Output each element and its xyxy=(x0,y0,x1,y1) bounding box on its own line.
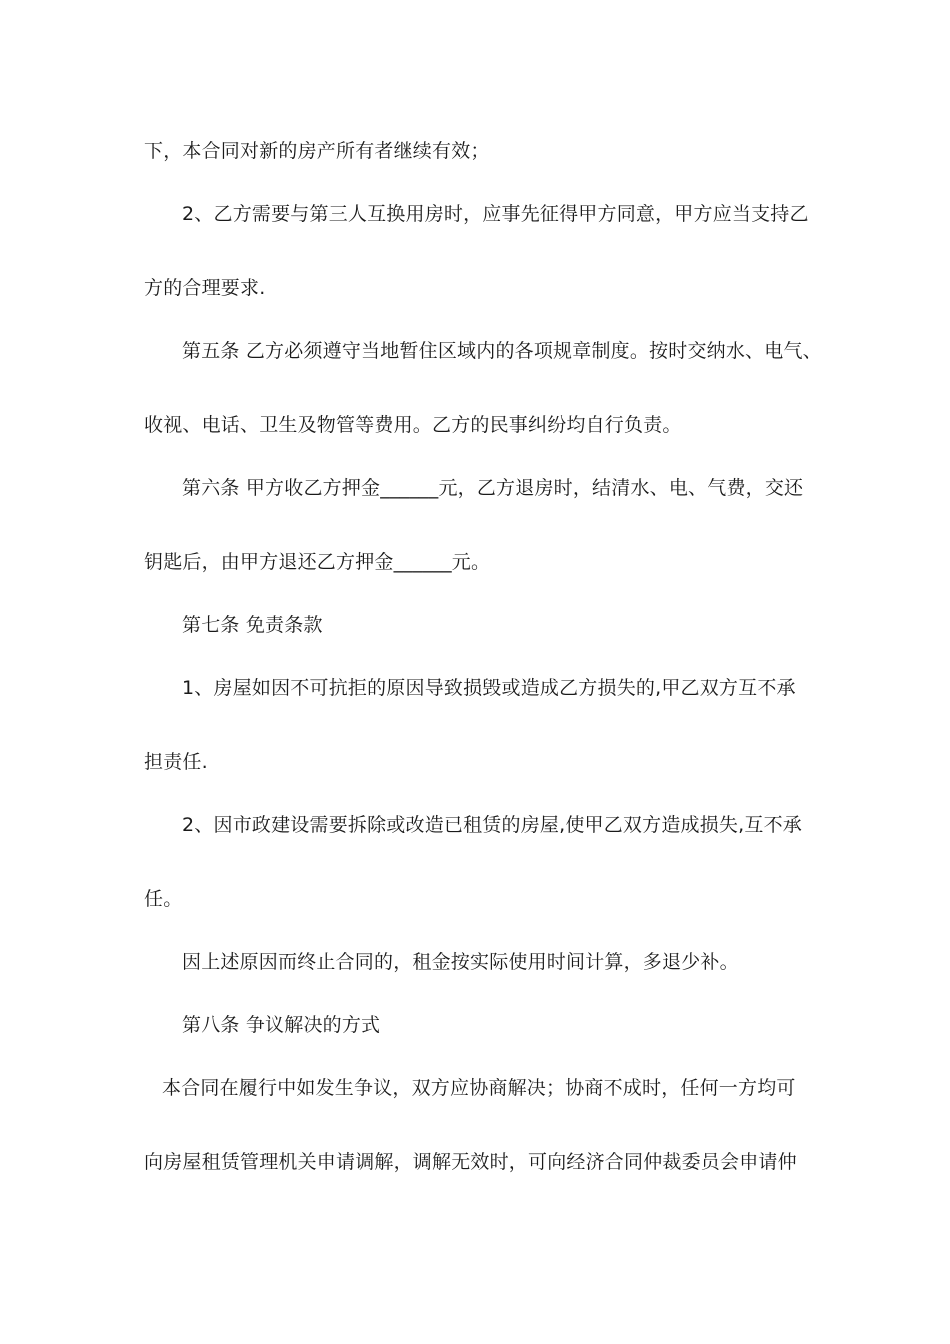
paragraph-line: 因上述原因而终止合同的，租金按实际使用时间计算，多退少补。 xyxy=(182,951,739,973)
paragraph-line: 担责任. xyxy=(144,751,208,773)
article-heading: 第八条 争议解决的方式 xyxy=(182,1014,381,1036)
paragraph-line: 任。 xyxy=(144,888,183,910)
paragraph-line: 方的合理要求. xyxy=(144,277,266,299)
paragraph-line: 向房屋租赁管理机关申请调解，调解无效时，可向经济合同仲裁委员会申请仲 xyxy=(144,1151,797,1173)
paragraph-line: 1、房屋如因不可抗拒的原因导致损毁或造成乙方损失的,甲乙双方互不承 xyxy=(182,677,796,699)
paragraph-line: 2、乙方需要与第三人互换用房时，应事先征得甲方同意，甲方应当支持乙 xyxy=(182,203,809,225)
paragraph-line: 钥匙后，由甲方退还乙方押金______元。 xyxy=(144,551,491,573)
article-heading: 第七条 免责条款 xyxy=(182,614,323,636)
paragraph-line: 下，本合同对新的房产所有者继续有效； xyxy=(144,140,490,162)
paragraph-line: 收视、电话、卫生及物管等费用。乙方的民事纠纷均自行负责。 xyxy=(144,414,682,436)
paragraph-line: 2、因市政建设需要拆除或改造已租赁的房屋,使甲乙双方造成损失,互不承 xyxy=(182,814,802,836)
paragraph-line: 本合同在履行中如发生争议，双方应协商解决；协商不成时，任何一方均可 xyxy=(162,1077,796,1099)
article-heading-line: 第五条 乙方必须遵守当地暂住区域内的各项规章制度。按时交纳水、电气、 xyxy=(182,340,822,362)
article-heading-line: 第六条 甲方收乙方押金______元，乙方退房时，结清水、电、气费，交还 xyxy=(182,477,804,499)
